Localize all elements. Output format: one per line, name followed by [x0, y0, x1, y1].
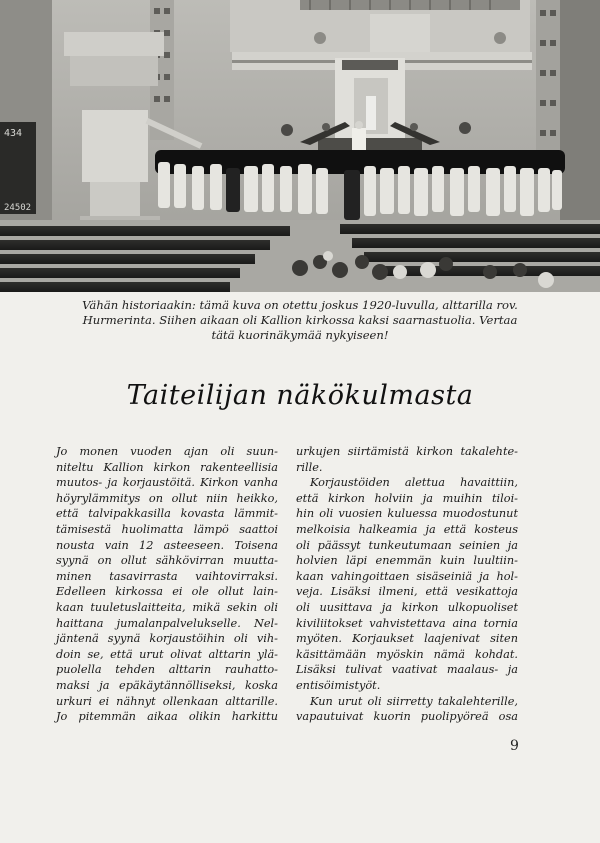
left-text-column — [56, 444, 278, 725]
text-line: urkuri ei nähnyt ollenkaan alttarille. — [56, 694, 278, 708]
hymn-board-number: 24502 — [4, 203, 32, 213]
text-line: kaan tuuletuslaitteita, mikä sekin oli — [56, 600, 278, 614]
text-line: höyrylämmitys on ollut niin heikko, — [56, 491, 278, 505]
text-line: minen tasavirrasta vaihtovirraksi. — [56, 569, 278, 583]
caption-line: tätä kuorinäkymää nykyiseen! — [211, 328, 389, 342]
hymn-board-number: 434 — [4, 128, 23, 139]
text-line: Edelleen kirkossa ei ole ollut lain- — [56, 585, 278, 599]
text-line: että kirkon holviin ja muihin tiloi- — [296, 491, 518, 505]
text-line: käsittämään myöskin nämä kohdat. — [296, 647, 518, 661]
caption-line: Vähän historiaakin: tämä kuva on otettu joskus 1920-luvulla, alttarilla rov. — [82, 298, 518, 312]
text-line: holvien läpi enemmän kuin luultiin- — [296, 554, 518, 568]
text-line: kaan vahingoittaen sisäseiniä ja hol- — [296, 569, 518, 583]
text-line: melkoisia halkeamia ja että kosteus — [296, 522, 518, 536]
text-line: jäntenä syynä korjaustöihin oli vih- — [56, 632, 278, 646]
text-line: Kun urut oli siirretty takalehterille, — [310, 694, 518, 708]
text-line: kiviliitokset vahvistettava aina tornia — [296, 616, 518, 630]
text-line: oli uusittava ja kirkon ulkopuoliset — [296, 600, 518, 614]
text-line: myöten. Korjaukset laajenivat siten — [296, 632, 518, 646]
text-line: Korjaustöiden alettua havaittiin, — [310, 476, 518, 490]
text-line: tämisestä huolimatta lämpö saattoi — [56, 522, 278, 536]
historical-church-photo — [0, 0, 600, 292]
text-line: Lisäksi tulivat vaativat maalaus- ja — [296, 663, 518, 677]
text-line: syynä on ollut sähkövirran muutta- — [56, 554, 278, 568]
text-line: niteltu Kallion kirkon rakenteellisia — [56, 460, 278, 474]
text-line: maksi ja epäkäytännölliseksi, koska — [56, 678, 278, 692]
page-number: 9 — [510, 738, 519, 754]
caption-line: Hurmerinta. Siihen aikaan oli Kallion kirkossa kaksi saarnastuolia. Vertaa — [82, 313, 518, 327]
text-line: hin oli vuosien kuluessa muodostunut — [296, 507, 518, 521]
text-line: entisöimistyöt. — [296, 678, 381, 692]
text-line: Jo pitemmän aikaa olikin harkittu — [56, 710, 278, 724]
text-line: doin se, että urut olivat alttarin ylä- — [56, 647, 278, 661]
text-line: rille. — [296, 460, 323, 474]
text-line: nousta vain 12 asteeseen. Toisena — [56, 538, 278, 552]
photo-caption — [46, 298, 554, 343]
text-line: Jo monen vuoden ajan oli suun- — [56, 445, 278, 458]
text-line: veja. Lisäksi ilmeni, että vesikattoja — [296, 585, 518, 599]
right-text-column — [296, 444, 518, 725]
text-line: vapautuivat kuorin puolipyöreä osa — [296, 710, 518, 724]
text-line: oli päässyt tunkeutumaan seinien ja — [296, 538, 518, 552]
text-line: että talvipakkasilla kovasta lämmit- — [56, 507, 278, 521]
article-heading: Taiteilijan näkökulmasta — [126, 380, 474, 411]
text-line: puolella tehden alttarin rauhatto- — [56, 663, 278, 677]
text-line: urkujen siirtämistä kirkon takalehte- — [296, 445, 518, 458]
text-line: muutos- ja korjaustöitä. Kirkon vanha — [56, 476, 278, 490]
text-line: haittana jumalanpalvelukselle. Nel- — [56, 616, 278, 630]
